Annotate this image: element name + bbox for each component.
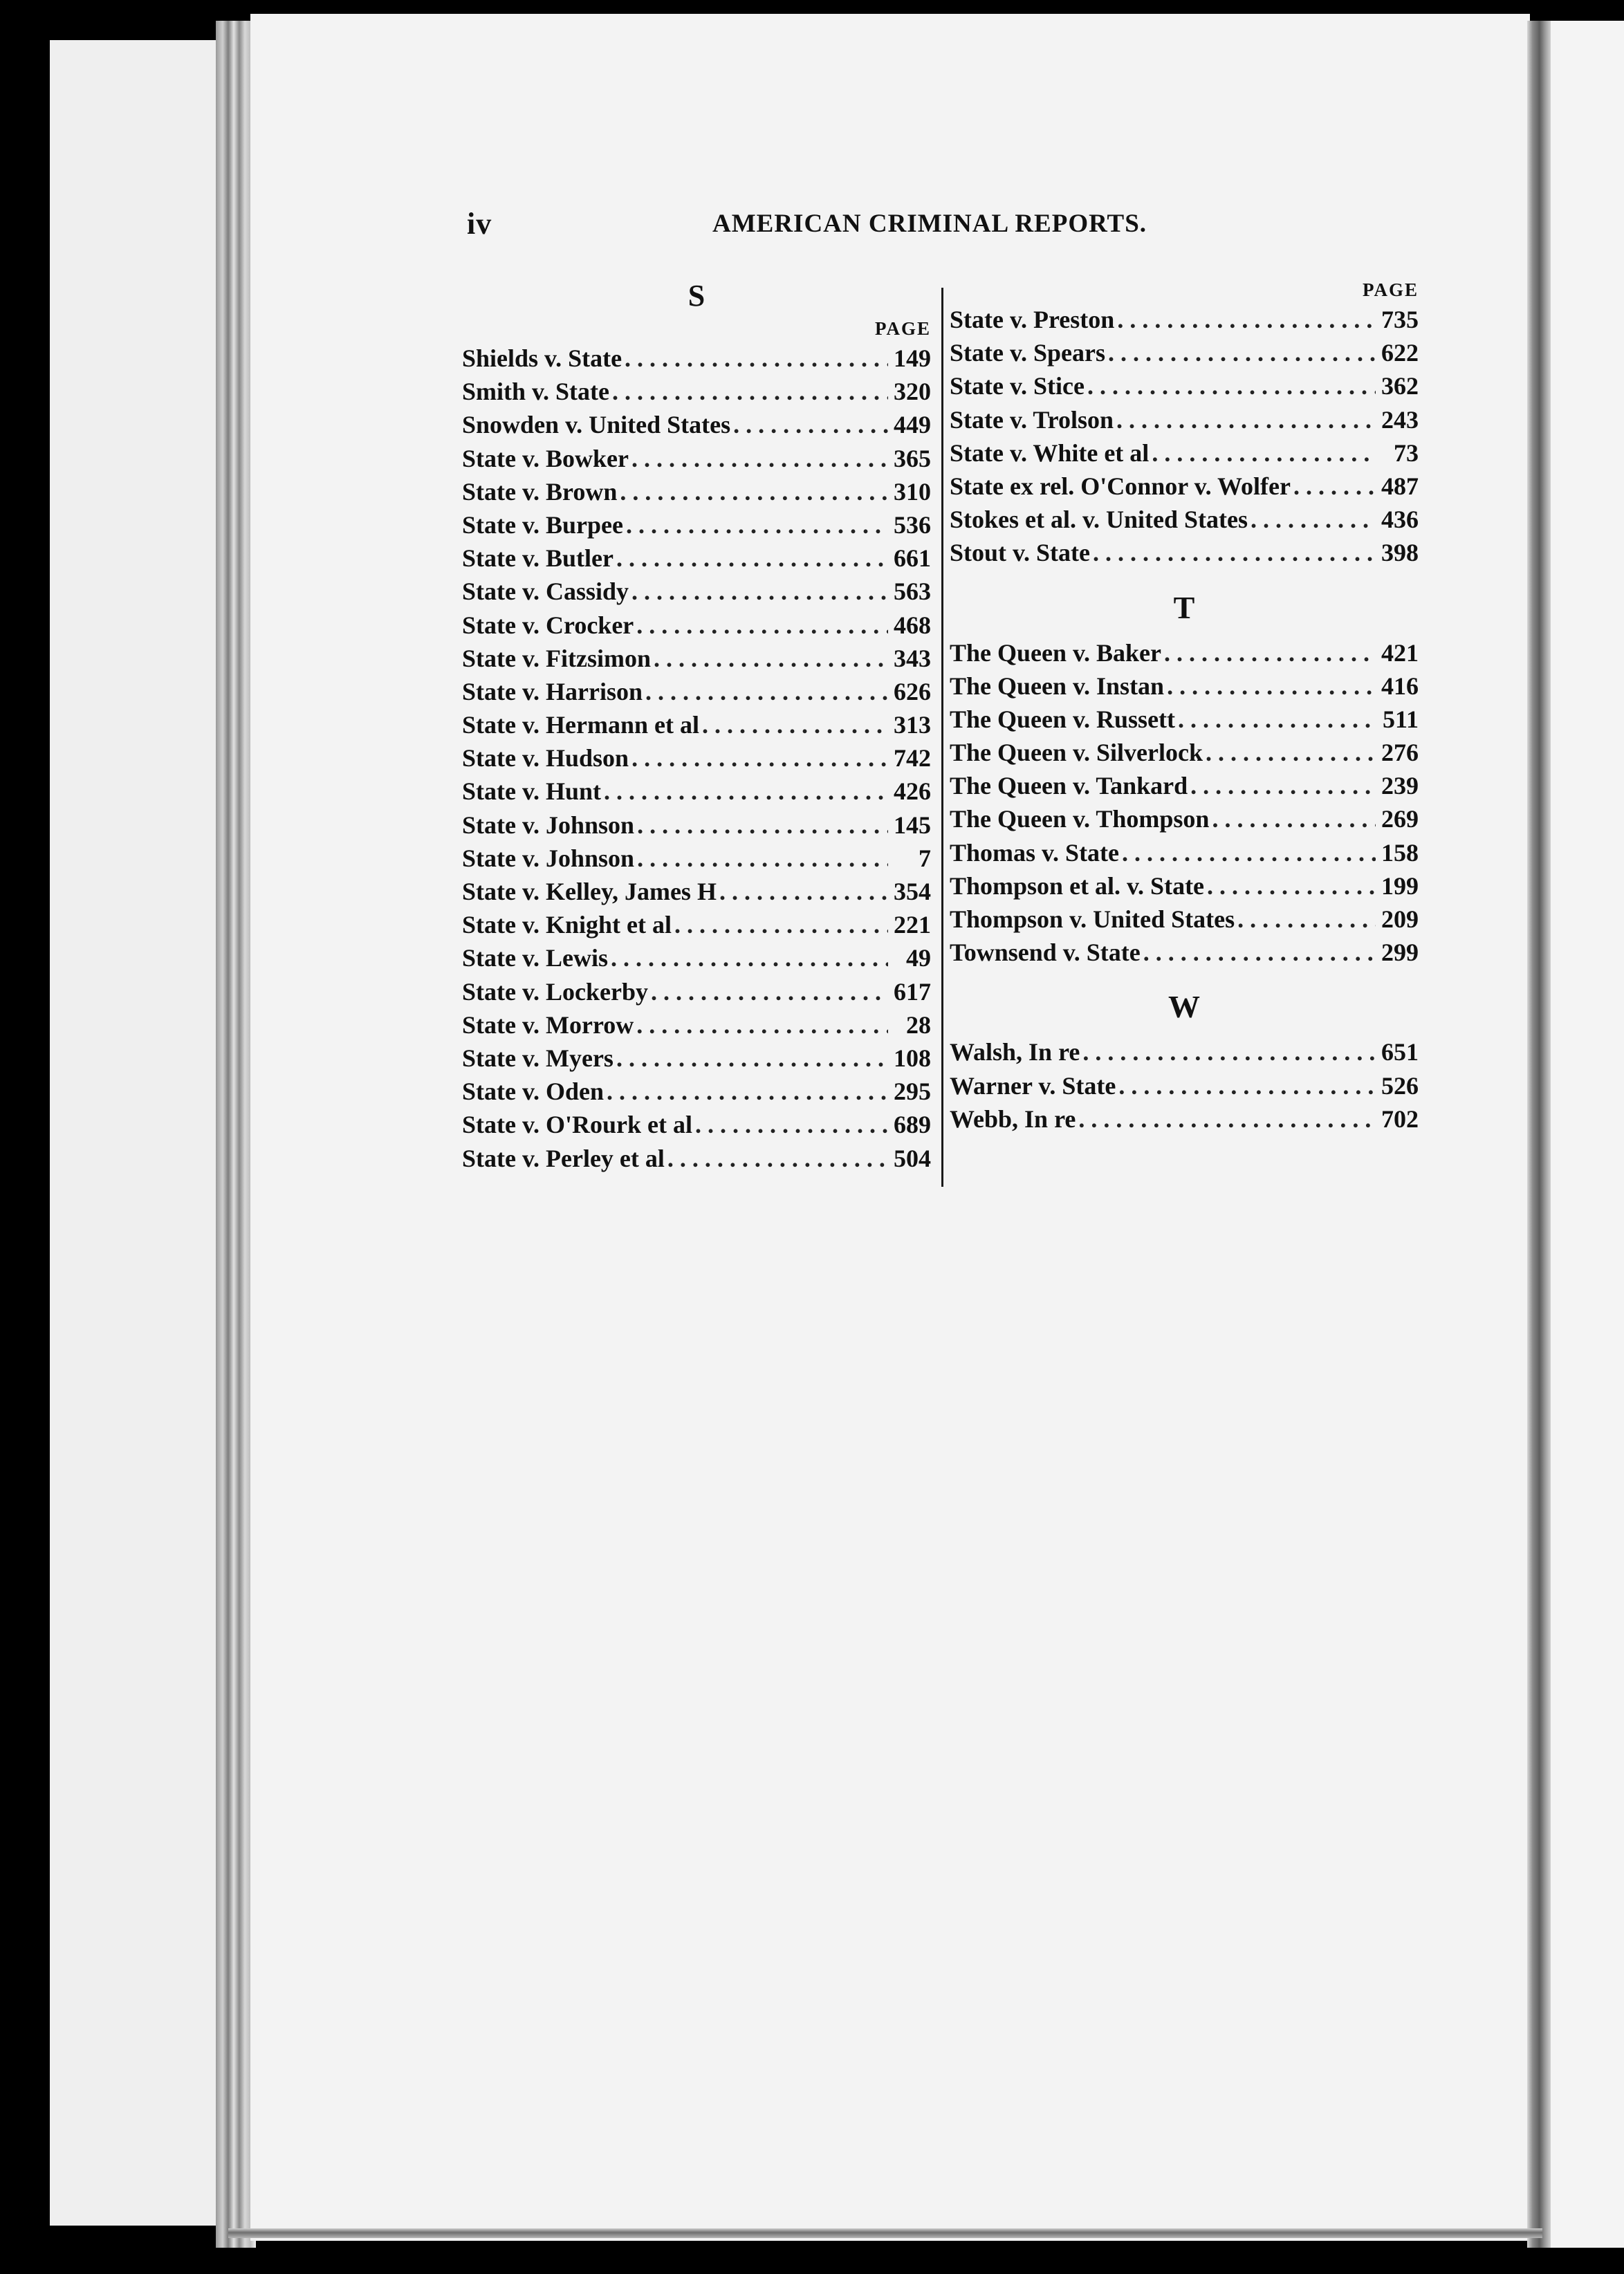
dot-leader — [702, 708, 888, 741]
index-entry — [950, 703, 1419, 736]
index-entry — [950, 536, 1419, 569]
case-name: State v. Perley et al — [462, 1144, 665, 1172]
case-name: State v. Myers — [462, 1044, 613, 1072]
page-reference: 313 — [894, 711, 931, 739]
case-name: State v. Trolson — [950, 405, 1114, 434]
index-entry — [950, 436, 1419, 470]
page-reference: 362 — [1381, 372, 1419, 400]
dot-leader — [626, 508, 888, 542]
index-entry — [950, 903, 1419, 936]
case-name: State v. Fitzsimon — [462, 644, 651, 672]
case-name: State v. Hermann et al — [462, 711, 699, 739]
case-name: State v. Hudson — [462, 744, 629, 773]
case-name: The Queen v. Silverlock — [950, 739, 1203, 767]
case-name: State v. Crocker — [462, 611, 634, 639]
case-name: Thompson v. United States — [950, 905, 1235, 933]
dot-leader — [1087, 369, 1376, 403]
dot-leader — [620, 475, 888, 508]
case-name: Stokes et al. v. United States — [950, 506, 1248, 534]
dot-leader — [1293, 470, 1376, 503]
dot-leader — [651, 975, 888, 1008]
index-column-left — [462, 277, 931, 1175]
dot-leader — [1178, 703, 1376, 736]
page-reference: 468 — [894, 611, 931, 639]
dot-leader — [631, 741, 888, 775]
page-right-edge — [1527, 21, 1551, 2248]
index-entry — [950, 403, 1419, 436]
dot-leader — [1082, 1035, 1376, 1069]
page-reference: 310 — [894, 477, 931, 506]
case-name: State v. Spears — [950, 339, 1105, 367]
page-reference: 651 — [1381, 1038, 1419, 1066]
page-reference: 689 — [894, 1111, 931, 1139]
dot-leader — [607, 1075, 888, 1108]
case-name: State v. Lewis — [462, 944, 608, 972]
case-name: State v. Morrow — [462, 1010, 634, 1039]
scan-margin — [1551, 21, 1624, 2248]
index-entry — [950, 736, 1419, 769]
page-reference: 221 — [894, 911, 931, 939]
dot-leader — [719, 875, 888, 908]
index-entry — [462, 808, 931, 842]
index-entry — [462, 475, 931, 508]
section-t-entries — [950, 636, 1419, 970]
dot-leader — [1117, 303, 1376, 336]
dot-leader — [1093, 536, 1376, 569]
page-reference: 504 — [894, 1144, 931, 1172]
page-reference: 209 — [1381, 905, 1419, 933]
dot-leader — [1207, 869, 1376, 903]
case-name: State v. Lockerby — [462, 977, 648, 1006]
page-reference: 702 — [1381, 1104, 1419, 1133]
case-name: State v. Butler — [462, 544, 613, 573]
index-entry — [462, 1108, 931, 1141]
page-reference: 7 — [919, 844, 931, 872]
dot-leader — [1116, 403, 1376, 436]
section-s-entries — [462, 342, 931, 1175]
case-name: Townsend v. State — [950, 939, 1141, 967]
case-name: State v. Preston — [950, 306, 1115, 333]
dot-leader — [645, 675, 888, 708]
case-name: State v. Stice — [950, 372, 1085, 400]
page-reference: 622 — [1381, 339, 1419, 367]
index-entry — [950, 369, 1419, 403]
page-column-label: PAGE — [1363, 279, 1419, 300]
case-name: State v. Bowker — [462, 444, 629, 472]
case-name: State v. Harrison — [462, 677, 643, 705]
index-entry — [462, 908, 931, 941]
index-entry — [462, 375, 931, 408]
page-reference: 421 — [1381, 638, 1419, 667]
page-reference: 343 — [894, 644, 931, 672]
case-name: Smith v. State — [462, 378, 610, 406]
section-letter-t: T — [1173, 589, 1195, 625]
page-reference: 436 — [1381, 506, 1419, 534]
page-reference: 742 — [894, 744, 931, 773]
index-entry — [462, 775, 931, 808]
dot-leader — [674, 908, 888, 941]
page-reference: 661 — [894, 544, 931, 573]
dot-leader — [1251, 503, 1376, 536]
dot-leader — [1190, 769, 1376, 802]
case-name: State v. Knight et al — [462, 911, 672, 939]
page-number: iv — [467, 207, 492, 241]
dot-leader — [654, 642, 888, 675]
dot-leader — [1152, 436, 1376, 470]
dot-leader — [1143, 936, 1376, 969]
page-reference: 145 — [894, 811, 931, 839]
case-name: State v. Johnson — [462, 844, 635, 872]
dot-leader — [667, 1142, 888, 1175]
page-reference: 626 — [894, 677, 931, 705]
index-entry — [462, 741, 931, 775]
case-name: Thomas v. State — [950, 838, 1120, 867]
index-entry — [462, 1042, 931, 1075]
page-reference: 276 — [1381, 739, 1419, 767]
case-name: The Queen v. Instan — [950, 672, 1165, 700]
index-entry — [950, 503, 1419, 536]
page-reference: 28 — [906, 1010, 931, 1039]
index-entry — [462, 542, 931, 575]
index-entry — [462, 1142, 931, 1175]
index-entry — [462, 708, 931, 741]
adjacent-page-edge — [50, 40, 230, 2226]
index-entry — [950, 1035, 1419, 1069]
page-reference: 426 — [894, 777, 931, 806]
page-reference: 158 — [1381, 838, 1419, 867]
page-reference: 563 — [894, 577, 931, 606]
dot-leader — [1237, 903, 1376, 936]
dot-leader — [637, 842, 888, 875]
dot-leader — [1212, 802, 1376, 835]
index-entry — [462, 609, 931, 642]
dot-leader — [1078, 1102, 1376, 1136]
case-name: State ex rel. O'Connor v. Wolfer — [950, 472, 1291, 500]
page-reference: 526 — [1381, 1071, 1419, 1100]
case-name: State v. O'Rourk et al — [462, 1111, 692, 1139]
page-reference: 269 — [1381, 805, 1419, 833]
index-entry — [462, 408, 931, 441]
section-letter-s: S — [688, 279, 705, 313]
page-reference: 149 — [894, 344, 931, 372]
case-name: The Queen v. Thompson — [950, 805, 1210, 833]
index-entry — [462, 941, 931, 974]
page-reference: 354 — [894, 878, 931, 905]
index-entry — [950, 636, 1419, 669]
case-name: State v. Johnson — [462, 811, 635, 839]
index-entry — [462, 1008, 931, 1042]
case-name: Snowden v. United States — [462, 411, 731, 439]
page-reference: 416 — [1381, 672, 1419, 700]
column-divider — [941, 288, 943, 1187]
case-name: State v. Hunt — [462, 777, 602, 806]
index-entry — [950, 1102, 1419, 1136]
running-title: AMERICAN CRIMINAL REPORTS. — [712, 210, 1147, 238]
page-reference: 320 — [894, 378, 931, 406]
dot-leader — [637, 808, 888, 842]
dot-leader — [1118, 1069, 1376, 1102]
page-reference: 487 — [1381, 472, 1419, 500]
dot-leader — [1164, 636, 1376, 669]
page-reference: 511 — [1382, 705, 1419, 733]
dot-leader — [611, 941, 888, 974]
index-entry — [462, 975, 931, 1008]
page-reference: 239 — [1381, 772, 1419, 800]
index-entry — [950, 802, 1419, 835]
dot-leader — [1206, 736, 1376, 769]
dot-leader — [604, 775, 888, 808]
case-name: State v. Cassidy — [462, 577, 629, 606]
index-entry — [950, 470, 1419, 503]
case-name: State v. Burpee — [462, 510, 623, 539]
dot-leader — [625, 342, 888, 375]
case-name: The Queen v. Russett — [950, 705, 1176, 733]
page-column-label: PAGE — [875, 318, 931, 339]
dot-leader — [1108, 336, 1376, 369]
case-name: Walsh, In re — [950, 1038, 1080, 1066]
section-letter-w: W — [1168, 989, 1200, 1025]
index-entry — [950, 869, 1419, 903]
section-w-entries — [950, 1035, 1419, 1136]
page-reference: 365 — [894, 444, 931, 472]
page-reference: 108 — [894, 1044, 931, 1072]
dot-leader — [636, 609, 888, 642]
page-reference: 617 — [894, 977, 931, 1006]
page-reference: 295 — [894, 1078, 931, 1106]
case-name: Stout v. State — [950, 539, 1091, 567]
index-entry — [462, 675, 931, 708]
index-entry — [950, 336, 1419, 369]
case-name: The Queen v. Tankard — [950, 772, 1188, 800]
index-entry — [950, 1069, 1419, 1102]
dot-leader — [733, 408, 888, 441]
page-reference: 398 — [1381, 539, 1419, 567]
case-name: State v. Brown — [462, 477, 618, 506]
page-reference: 299 — [1381, 939, 1419, 967]
index-entry — [950, 303, 1419, 336]
dot-leader — [616, 1042, 888, 1075]
index-entry — [950, 936, 1419, 969]
index-column-right — [950, 277, 1419, 1136]
page-reference: 536 — [894, 510, 931, 539]
case-name: State v. Oden — [462, 1078, 605, 1106]
page-reference: 199 — [1381, 871, 1419, 900]
case-name: Warner v. State — [950, 1071, 1116, 1100]
dot-leader — [631, 442, 888, 475]
dot-leader — [1122, 836, 1376, 869]
index-entry — [950, 836, 1419, 869]
index-entry — [462, 442, 931, 475]
page-reference: 449 — [894, 411, 931, 439]
index-entry — [462, 575, 931, 608]
index-entry — [462, 342, 931, 375]
dot-leader — [631, 575, 888, 608]
index-entry — [462, 842, 931, 875]
index-entry — [462, 1075, 931, 1108]
case-name: The Queen v. Baker — [950, 638, 1162, 667]
index-entry — [950, 769, 1419, 802]
case-name: Shields v. State — [462, 344, 622, 372]
case-name: State v. White et al — [950, 438, 1150, 467]
page-reference: 735 — [1381, 306, 1419, 333]
page-reference: 243 — [1381, 405, 1419, 434]
page-reference: 73 — [1394, 438, 1419, 467]
section-s-continued-entries — [950, 303, 1419, 570]
case-name: Webb, In re — [950, 1104, 1076, 1133]
dot-leader — [1167, 669, 1376, 703]
index-entry — [462, 642, 931, 675]
index-entry — [462, 875, 931, 908]
page-reference: 49 — [906, 944, 931, 972]
dot-leader — [612, 375, 888, 408]
case-name: State v. Kelley, James H — [462, 878, 717, 905]
dot-leader — [636, 1008, 888, 1042]
case-name: Thompson et al. v. State — [950, 871, 1205, 900]
index-entry — [950, 669, 1419, 703]
page-bottom-edge — [228, 2228, 1542, 2238]
dot-leader — [695, 1108, 888, 1141]
dot-leader — [616, 542, 888, 575]
index-entry — [462, 508, 931, 542]
